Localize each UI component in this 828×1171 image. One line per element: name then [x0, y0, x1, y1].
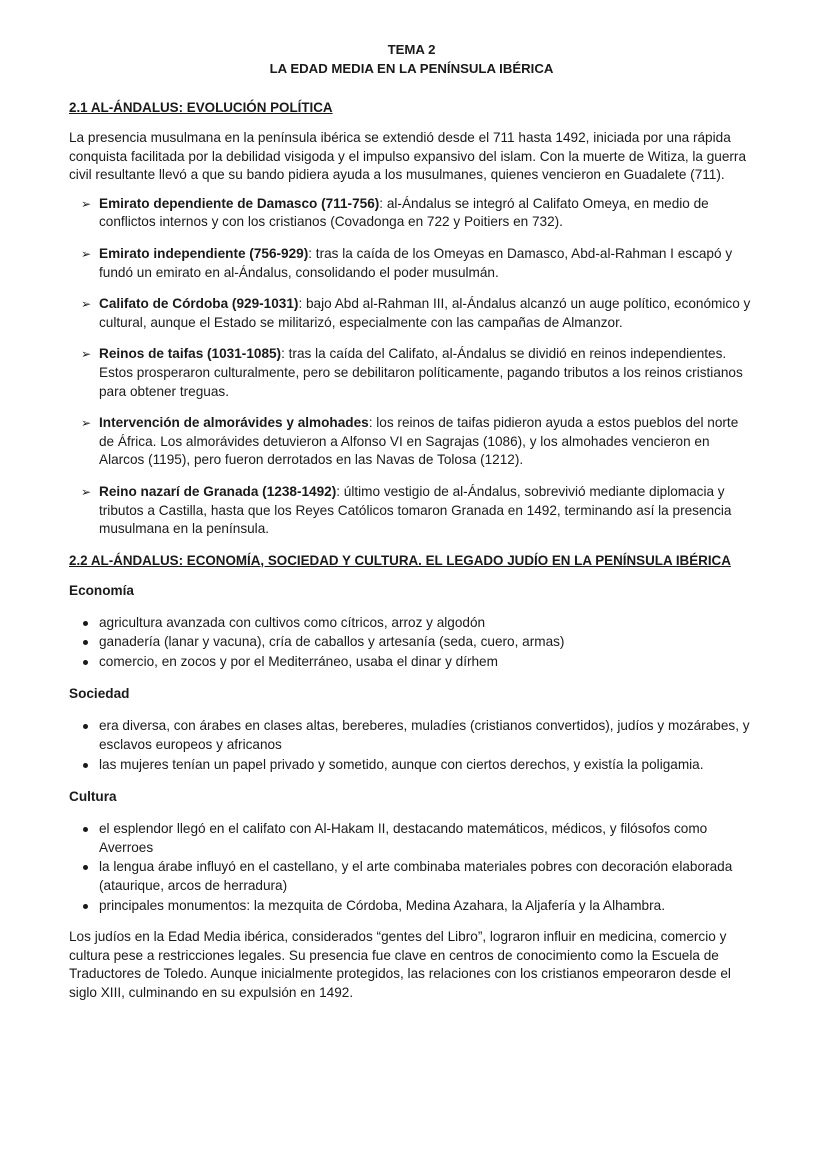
item-bold: Califato de Córdoba (929-1031) [99, 296, 299, 312]
item-text: : tras la caída de los Omeyas en Damasco, Abd-al-Rahman I escapó y fundó un emirato en al-Ándalus, consolidando el poder musulmán. [99, 245, 733, 280]
arrow-bullet-icon: ➢ [81, 416, 92, 431]
item-text: las mujeres tenían un papel privado y sometido, aunque con ciertos derechos, y existía la poligamia. [99, 756, 704, 772]
arrow-bullet-icon: ➢ [81, 347, 92, 362]
arrow-bullet-icon: ➢ [81, 196, 92, 211]
list-item [81, 717, 754, 754]
item-text: : último vestigio de al-Ándalus, sobrevivió mediante diplomacia y tributos a Castilla, hasta que los Reyes Católicos tomaron Granada en 1492, terminando así la presencia musulmana en la península. [99, 483, 732, 537]
section-1-heading: 2.1 AL-ÁNDALUS: EVOLUCIÓN POLÍTICA [69, 100, 333, 115]
item-text: principales monumentos: la mezquita de Córdoba, Medina Azahara, la Aljafería y la Alhambra. [99, 897, 665, 913]
economia-heading: Economía [69, 582, 134, 598]
list-item [81, 614, 754, 633]
sociedad-heading: Sociedad [69, 686, 130, 702]
item-text: : tras la caída del Califato, al-Ándalus se dividió en reinos independientes. Estos prosperaron culturalmente, pero se debilitaron políticamente, pagando tributos a los reinos cristianos para obtener treguas. [99, 346, 743, 399]
arrow-bullet-icon: ➢ [81, 484, 92, 499]
list-item [81, 195, 754, 232]
list-item [81, 345, 754, 401]
item-text: comercio, en zocos y por el Mediterráneo, usaba el dinar y dírhem [99, 653, 498, 669]
list-item [81, 858, 754, 895]
list-item [81, 245, 754, 282]
bullet-dot-icon [83, 724, 88, 729]
item-text: : al-Ándalus se integró al Califato Omeya, en medio de conflictos internos y con los cristianos (Covadonga en 722 y Poitiers en 732). [99, 195, 709, 230]
arrow-bullet-icon: ➢ [81, 246, 92, 261]
document-title [69, 40, 754, 78]
item-text: agricultura avanzada con cultivos como cítricos, arroz y algodón [99, 614, 486, 630]
item-text: el esplendor llegó en el califato con Al-Hakam II, destacando matemáticos, médicos, y filósofos como Averroes [99, 821, 708, 855]
list-item [81, 820, 754, 857]
item-bold: Emirato dependiente de Damasco (711-756) [99, 195, 380, 211]
item-text: la lengua árabe influyó en el castellano, y el arte combinaba materiales pobres con decoración elaborada (ataurique, arcos de herradura) [99, 859, 733, 894]
list-item [81, 633, 754, 652]
list-item [81, 414, 754, 470]
item-text: era diversa, con árabes en clases altas, bereberes, muladíes (cristianos convertidos), judíos y mozárabes, y esclavos europeos y africanos [99, 718, 750, 753]
cultura-heading: Cultura [69, 789, 117, 805]
list-item [81, 897, 754, 916]
section-2-heading: 2.2 AL-ÁNDALUS: ECONOMÍA, SOCIEDAD Y CULTURA. EL LEGADO JUDÍO EN LA PENÍNSULA IBÉRICA [69, 552, 731, 568]
item-text: : bajo Abd al-Rahman III, al-Ándalus alcanzó un auge político, económico y cultural, aunque el Estado se militarizó, especialmente con las campañas de Almanzor. [99, 296, 751, 330]
bullet-dot-icon [83, 904, 88, 909]
list-item [81, 756, 754, 775]
item-bold: Reino nazarí de Granada (1238-1492) [99, 483, 337, 499]
bullet-dot-icon [83, 763, 88, 768]
closing-paragraph: Los judíos en la Edad Media ibérica, considerados “gentes del Libro”, lograron influir en medicina, comercio y cultura pese a restricciones legales. Su presencia fue clave en centros de conocimiento como la Escuela de Traductores de Toledo. Aunque inicialmente protegidos, las relaciones con los cristianos empeoraron desde el siglo XIII, culminando en su expulsión en 1492. [69, 929, 731, 1000]
section-1-intro: La presencia musulmana en la península ibérica se extendió desde el 711 hasta 1492, iniciada por una rápida conquista facilitada por la debilidad visigoda y el impulso expansivo del islam. Con la muerte de Witiza, la guerra civil resultante llevó a que su bando pidiera ayuda a los musulmanes, quienes vencieron en Guadalete (711). [69, 130, 747, 183]
list-item [81, 483, 754, 539]
list-item [81, 653, 754, 672]
economia-list [69, 614, 754, 672]
item-text: ganadería (lanar y vacuna), cría de caballos y artesanía (seda, cuero, armas) [99, 634, 565, 650]
cultura-list [69, 820, 754, 915]
item-bold: Intervención de almorávides y almohades [99, 415, 369, 431]
item-bold: Reinos de taifas (1031-1085) [99, 346, 282, 362]
bullet-dot-icon [83, 827, 88, 832]
tema-label: TEMA 2 [387, 42, 436, 57]
bullet-dot-icon [83, 865, 88, 870]
list-item [81, 295, 754, 332]
item-text: : los reinos de taifas pidieron ayuda a estos pueblos del norte de África. Los almorávides detuvieron a Alfonso VI en Sagrajas (1086), y los almohades vencieron en Alarcos (1195), pero fueron derrotados en las Navas de Tolosa (1212). [99, 415, 739, 468]
arrow-bullet-icon: ➢ [81, 297, 92, 312]
bullet-dot-icon [83, 660, 88, 665]
political-periods-list [69, 195, 754, 539]
bullet-dot-icon [83, 640, 88, 645]
bullet-dot-icon [83, 621, 88, 626]
item-bold: Emirato independiente (756-929) [99, 245, 309, 261]
page-title: LA EDAD MEDIA EN LA PENÍNSULA IBÉRICA [269, 61, 554, 76]
sociedad-list [69, 717, 754, 774]
